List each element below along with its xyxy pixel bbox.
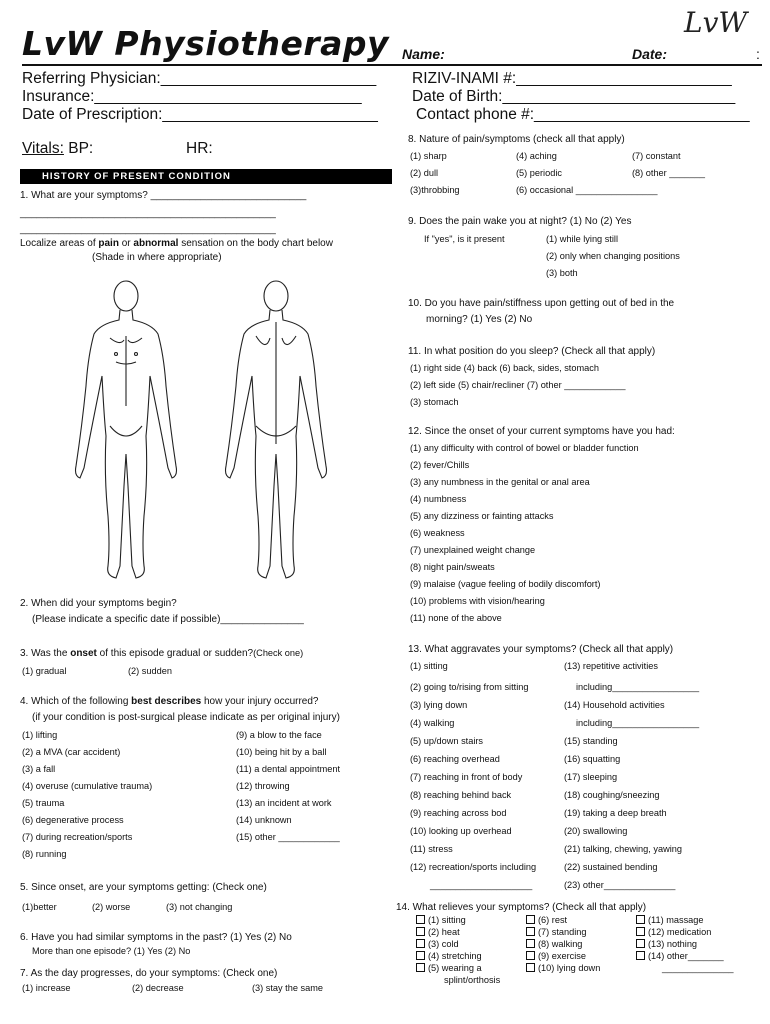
checkbox[interactable] [526, 963, 535, 972]
checkbox[interactable] [636, 951, 645, 960]
q13-option[interactable]: (9) reaching across bod [410, 808, 507, 818]
q13-option[interactable]: (17) sleeping [564, 772, 618, 782]
q14-option[interactable] [636, 951, 734, 963]
q4-option[interactable]: (14) unknown [236, 815, 292, 825]
q14-option[interactable] [526, 915, 600, 927]
q13-option[interactable]: (1) sitting [410, 661, 448, 671]
pain-word: pain [98, 238, 119, 249]
vitals-label [22, 140, 93, 158]
q13-option[interactable]: (11) stress [410, 844, 453, 854]
shade-instruction: (Shade in where appropriate) [92, 252, 222, 263]
q13-including-blank[interactable]: including_________________ [576, 718, 700, 728]
q13-option[interactable]: (8) reaching behind back [410, 790, 512, 800]
q14-option-label: (5) wearing a [428, 963, 482, 973]
header-rule [22, 64, 762, 66]
q14-option-label: (7) standing [538, 927, 587, 937]
q13-option[interactable]: (4) walking [410, 718, 455, 728]
q4-option[interactable]: (6) degenerative process [22, 815, 124, 825]
q13-option[interactable]: (23) other______________ [564, 880, 676, 890]
checkbox[interactable] [416, 939, 425, 948]
q12-options [410, 443, 639, 630]
q4-right-options [236, 730, 340, 849]
q14-option-label: (3) cold [428, 939, 459, 949]
q4-option[interactable]: (8) running [22, 849, 67, 859]
q8-option[interactable]: (4) aching [516, 151, 557, 161]
checkbox[interactable] [416, 951, 425, 960]
checkbox[interactable] [416, 915, 425, 924]
q5-option-better[interactable]: (1)better [22, 902, 57, 912]
page-title: LvW Physiotherapy [22, 24, 390, 63]
q14-other-blank[interactable]: ______________ [662, 963, 734, 973]
q6-subquestion[interactable]: More than one episode? (1) Yes (2) No [32, 946, 191, 956]
q4-text-end: how your injury occurred? [201, 696, 319, 707]
q14-option-label: (6) rest [538, 915, 568, 925]
q1-question[interactable]: 1. What are your symptoms? ____________________________ [20, 190, 307, 201]
q10-question: 10. Do you have pain/stiffness upon getting out of bed in the [408, 298, 675, 309]
q8-option[interactable]: (2) dull [410, 168, 439, 178]
q12-option[interactable]: (11) none of the above [410, 613, 502, 623]
q8-option[interactable]: (7) constant [632, 151, 681, 161]
q13-question: 13. What aggravates your symptoms? (Check all that apply) [408, 644, 674, 655]
q12-option[interactable]: (7) unexplained weight change [410, 545, 536, 555]
q14-option-label: (13) nothing [648, 939, 698, 949]
q13-left-options [410, 661, 536, 898]
q14-option[interactable] [526, 927, 600, 939]
q8-option[interactable]: (1) sharp [410, 151, 447, 161]
q4-option[interactable]: (9) a blow to the face [236, 730, 322, 740]
q14-col1 [416, 915, 500, 987]
checkbox[interactable] [526, 915, 535, 924]
q7-option-decrease[interactable]: (2) decrease [132, 983, 184, 993]
date-label: Date: [632, 46, 668, 62]
checkbox[interactable] [526, 939, 535, 948]
q14-option-label-cont: splint/orthosis [444, 975, 501, 985]
q7-question: 7. As the day progresses, do your symptoms: (Check one) [20, 968, 278, 979]
q7-option-increase[interactable]: (1) increase [22, 983, 71, 993]
localize-instruction [20, 238, 333, 249]
or-word: or [118, 238, 134, 249]
q13-option[interactable]: (6) reaching overhead [410, 754, 500, 764]
q14-option[interactable] [636, 915, 734, 927]
q13-option[interactable]: (16) squatting [564, 754, 621, 764]
q13-option[interactable]: (10) looking up overhead [410, 826, 512, 836]
logo: LvW [684, 6, 748, 39]
vitals-word: Vitals: [22, 140, 64, 157]
q9-if-yes: If "yes", is it present [424, 234, 505, 244]
q8-question: 8. Nature of pain/symptoms (check all that apply) [408, 134, 625, 145]
q14-option-label: (9) exercise [538, 951, 586, 961]
q8-option[interactable]: (5) periodic [516, 168, 562, 178]
back-body-figure[interactable] [226, 281, 327, 578]
q11-question: 11. In what position do you sleep? (Check all that apply) [408, 346, 656, 357]
q4-option[interactable]: (11) a dental appointment [236, 764, 341, 774]
best-describes: best describes [131, 696, 202, 707]
q11-option-line[interactable]: (1) right side (4) back (6) back, sides, stomach [410, 363, 599, 373]
q8-col1 [410, 151, 460, 202]
q13-option[interactable]: (7) reaching in front of body [410, 772, 523, 782]
localize-text: Localize areas of [20, 238, 99, 249]
abnormal-word: abnormal [133, 238, 179, 249]
q12-question: 12. Since the onset of your current symptoms have you had: [408, 426, 675, 437]
q13-option[interactable]: (13) repetitive activities [564, 661, 658, 671]
q13-including-blank[interactable]: including_________________ [576, 682, 700, 692]
q14-option[interactable] [636, 939, 734, 951]
q9-options [546, 234, 680, 285]
q12-option[interactable]: (5) any dizziness or fainting attacks [410, 511, 554, 521]
q13-option[interactable]: (20) swallowing [564, 826, 628, 836]
q13-option[interactable]: (18) coughing/sneezing [564, 790, 660, 800]
q4-subtext: (if your condition is post-surgical please indicate as per original injury) [32, 712, 340, 723]
q8-option[interactable]: (8) other _______ [632, 168, 706, 178]
checkbox[interactable] [416, 963, 425, 972]
localize-text-end: sensation on the body chart below [178, 238, 333, 249]
q14-option[interactable] [526, 963, 600, 975]
q12-option[interactable]: (10) problems with vision/hearing [410, 596, 545, 606]
q14-option-label: (12) medication [648, 927, 712, 937]
q3-check: (Check one) [253, 648, 304, 658]
checkbox[interactable] [526, 951, 535, 960]
q12-option[interactable]: (2) fever/Chills [410, 460, 470, 470]
q12-option[interactable]: (1) any difficulty with control of bowel or bladder function [410, 443, 639, 453]
q10-options[interactable]: morning? (1) Yes (2) No [426, 314, 533, 325]
q13-option[interactable]: (22) sustained bending [564, 862, 658, 872]
q14-option-label: (2) heat [428, 927, 460, 937]
q2-date-field[interactable]: (Please indicate a specific date if possible)_______________ [32, 614, 304, 625]
name-label: Name: [402, 46, 445, 62]
riziv-field[interactable]: RIZIV-INAMI #:_________________________ [412, 70, 732, 87]
q13-option[interactable]: (15) standing [564, 736, 618, 746]
q9-question[interactable]: 9. Does the pain wake you at night? (1) No (2) Yes [408, 216, 632, 227]
q3-option-gradual[interactable]: (1) gradual [22, 666, 67, 676]
q3-text-end: of this episode gradual or sudden? [96, 648, 254, 659]
q14-option-label: (11) massage [648, 915, 704, 925]
front-body-figure[interactable] [76, 281, 177, 578]
q4-option[interactable]: (15) other ____________ [236, 832, 340, 842]
q1-line[interactable]: ______________________________________________ [20, 208, 276, 219]
q13-option[interactable]: (3) lying down [410, 700, 468, 710]
q14-option-label: (4) stretching [428, 951, 482, 961]
q12-option[interactable]: (9) malaise (vague feeling of bodily discomfort) [410, 579, 601, 589]
q9-option[interactable]: (1) while lying still [546, 234, 618, 244]
q14-option[interactable] [526, 951, 600, 963]
q9-option[interactable]: (2) only when changing positions [546, 251, 680, 261]
q14-option-label: (10) lying down [538, 963, 601, 973]
q13-option[interactable]: (21) talking, chewing, yawing [564, 844, 682, 854]
q13-option[interactable]: (5) up/down stairs [410, 736, 484, 746]
q12-option[interactable]: (3) any numbness in the genital or anal area [410, 477, 590, 487]
q11-options [410, 363, 626, 414]
q1-line[interactable]: ______________________________________________ [20, 224, 276, 235]
q14-option-label: (1) sitting [428, 915, 466, 925]
q8-col3 [632, 151, 705, 185]
q14-col2 [526, 915, 600, 975]
q5-question: 5. Since onset, are your symptoms getting: (Check one) [20, 882, 267, 893]
q4-option[interactable]: (4) overuse (cumulative trauma) [22, 781, 153, 791]
checkbox[interactable] [636, 939, 645, 948]
q14-option[interactable] [416, 915, 500, 927]
q13-option[interactable]: (19) taking a deep breath [564, 808, 667, 818]
q3-text: 3. Was the [20, 648, 71, 659]
contact-phone-field[interactable]: Contact phone #:_________________________ [416, 106, 750, 123]
q14-option[interactable] [416, 951, 500, 963]
q13-right-options [564, 661, 699, 898]
q4-option[interactable]: (5) trauma [22, 798, 65, 808]
history-section-header: HISTORY OF PRESENT CONDITION [20, 169, 392, 184]
insurance-field[interactable]: Insurance:_______________________________ [22, 88, 362, 105]
q14-option[interactable] [416, 963, 500, 975]
q4-left-options [22, 730, 152, 866]
q6-question[interactable]: 6. Have you had similar symptoms in the past? (1) Yes (2) No [20, 932, 292, 943]
bp-label[interactable]: BP: [63, 140, 94, 157]
q4-option[interactable]: (12) throwing [236, 781, 290, 791]
q4-option[interactable]: (13) an incident at work [236, 798, 332, 808]
q14-option[interactable] [636, 927, 734, 939]
onset-word: onset [70, 648, 97, 659]
checkbox[interactable] [416, 927, 425, 936]
q14-option[interactable] [416, 939, 500, 951]
birth-date-field[interactable]: Date of Birth:___________________________ [412, 88, 736, 105]
q3-question [20, 648, 303, 659]
q11-option-line[interactable]: (3) stomach [410, 397, 459, 407]
q5-option-worse[interactable]: (2) worse [92, 902, 131, 912]
q14-option[interactable] [526, 939, 600, 951]
q13-option[interactable]: (12) recreation/sports including [410, 862, 537, 872]
q13-option[interactable]: (2) going to/rising from sitting [410, 682, 529, 692]
colon: : [756, 46, 760, 62]
q4-option[interactable]: (1) lifting [22, 730, 58, 740]
prescription-date-field[interactable]: Date of Prescription:_________________________ [22, 106, 378, 123]
q7-option-same[interactable]: (3) stay the same [252, 983, 323, 993]
q14-option-label: (8) walking [538, 939, 583, 949]
q14-col3 [636, 915, 734, 975]
q12-option[interactable]: (6) weakness [410, 528, 465, 538]
q8-option[interactable]: (6) occasional ________________ [516, 185, 658, 195]
q12-option[interactable]: (8) night pain/sweats [410, 562, 495, 572]
q11-option-line[interactable]: (2) left side (5) chair/recliner (7) other ____________ [410, 380, 626, 390]
q3-option-sudden[interactable]: (2) sudden [128, 666, 172, 676]
referring-physician-field[interactable]: Referring Physician:_________________________ [22, 70, 377, 87]
checkbox[interactable] [636, 927, 645, 936]
body-chart[interactable] [70, 276, 370, 586]
q12-option[interactable]: (4) numbness [410, 494, 467, 504]
checkbox[interactable] [526, 927, 535, 936]
q4-option[interactable]: (7) during recreation/sports [22, 832, 133, 842]
q13-sports-blank[interactable]: ____________________ [430, 880, 533, 890]
q4-option[interactable]: (3) a fall [22, 764, 56, 774]
q4-option[interactable]: (2) a MVA (car accident) [22, 747, 121, 757]
q14-option[interactable] [416, 927, 500, 939]
q14-question: 14. What relieves your symptoms? (Check all that apply) [396, 902, 647, 913]
q8-option[interactable]: (3)throbbing [410, 185, 460, 195]
q9-option[interactable]: (3) both [546, 268, 578, 278]
hr-label[interactable]: HR: [186, 140, 213, 157]
q13-option[interactable]: (14) Household activities [564, 700, 665, 710]
q4-question [20, 696, 319, 707]
checkbox[interactable] [636, 915, 645, 924]
q2-question: 2. When did your symptoms begin? [20, 598, 177, 609]
q5-option-not-changing[interactable]: (3) not changing [166, 902, 233, 912]
q4-option[interactable]: (10) being hit by a ball [236, 747, 327, 757]
q14-option-label: (14) other_______ [648, 951, 724, 961]
q4-text: 4. Which of the following [20, 696, 132, 707]
